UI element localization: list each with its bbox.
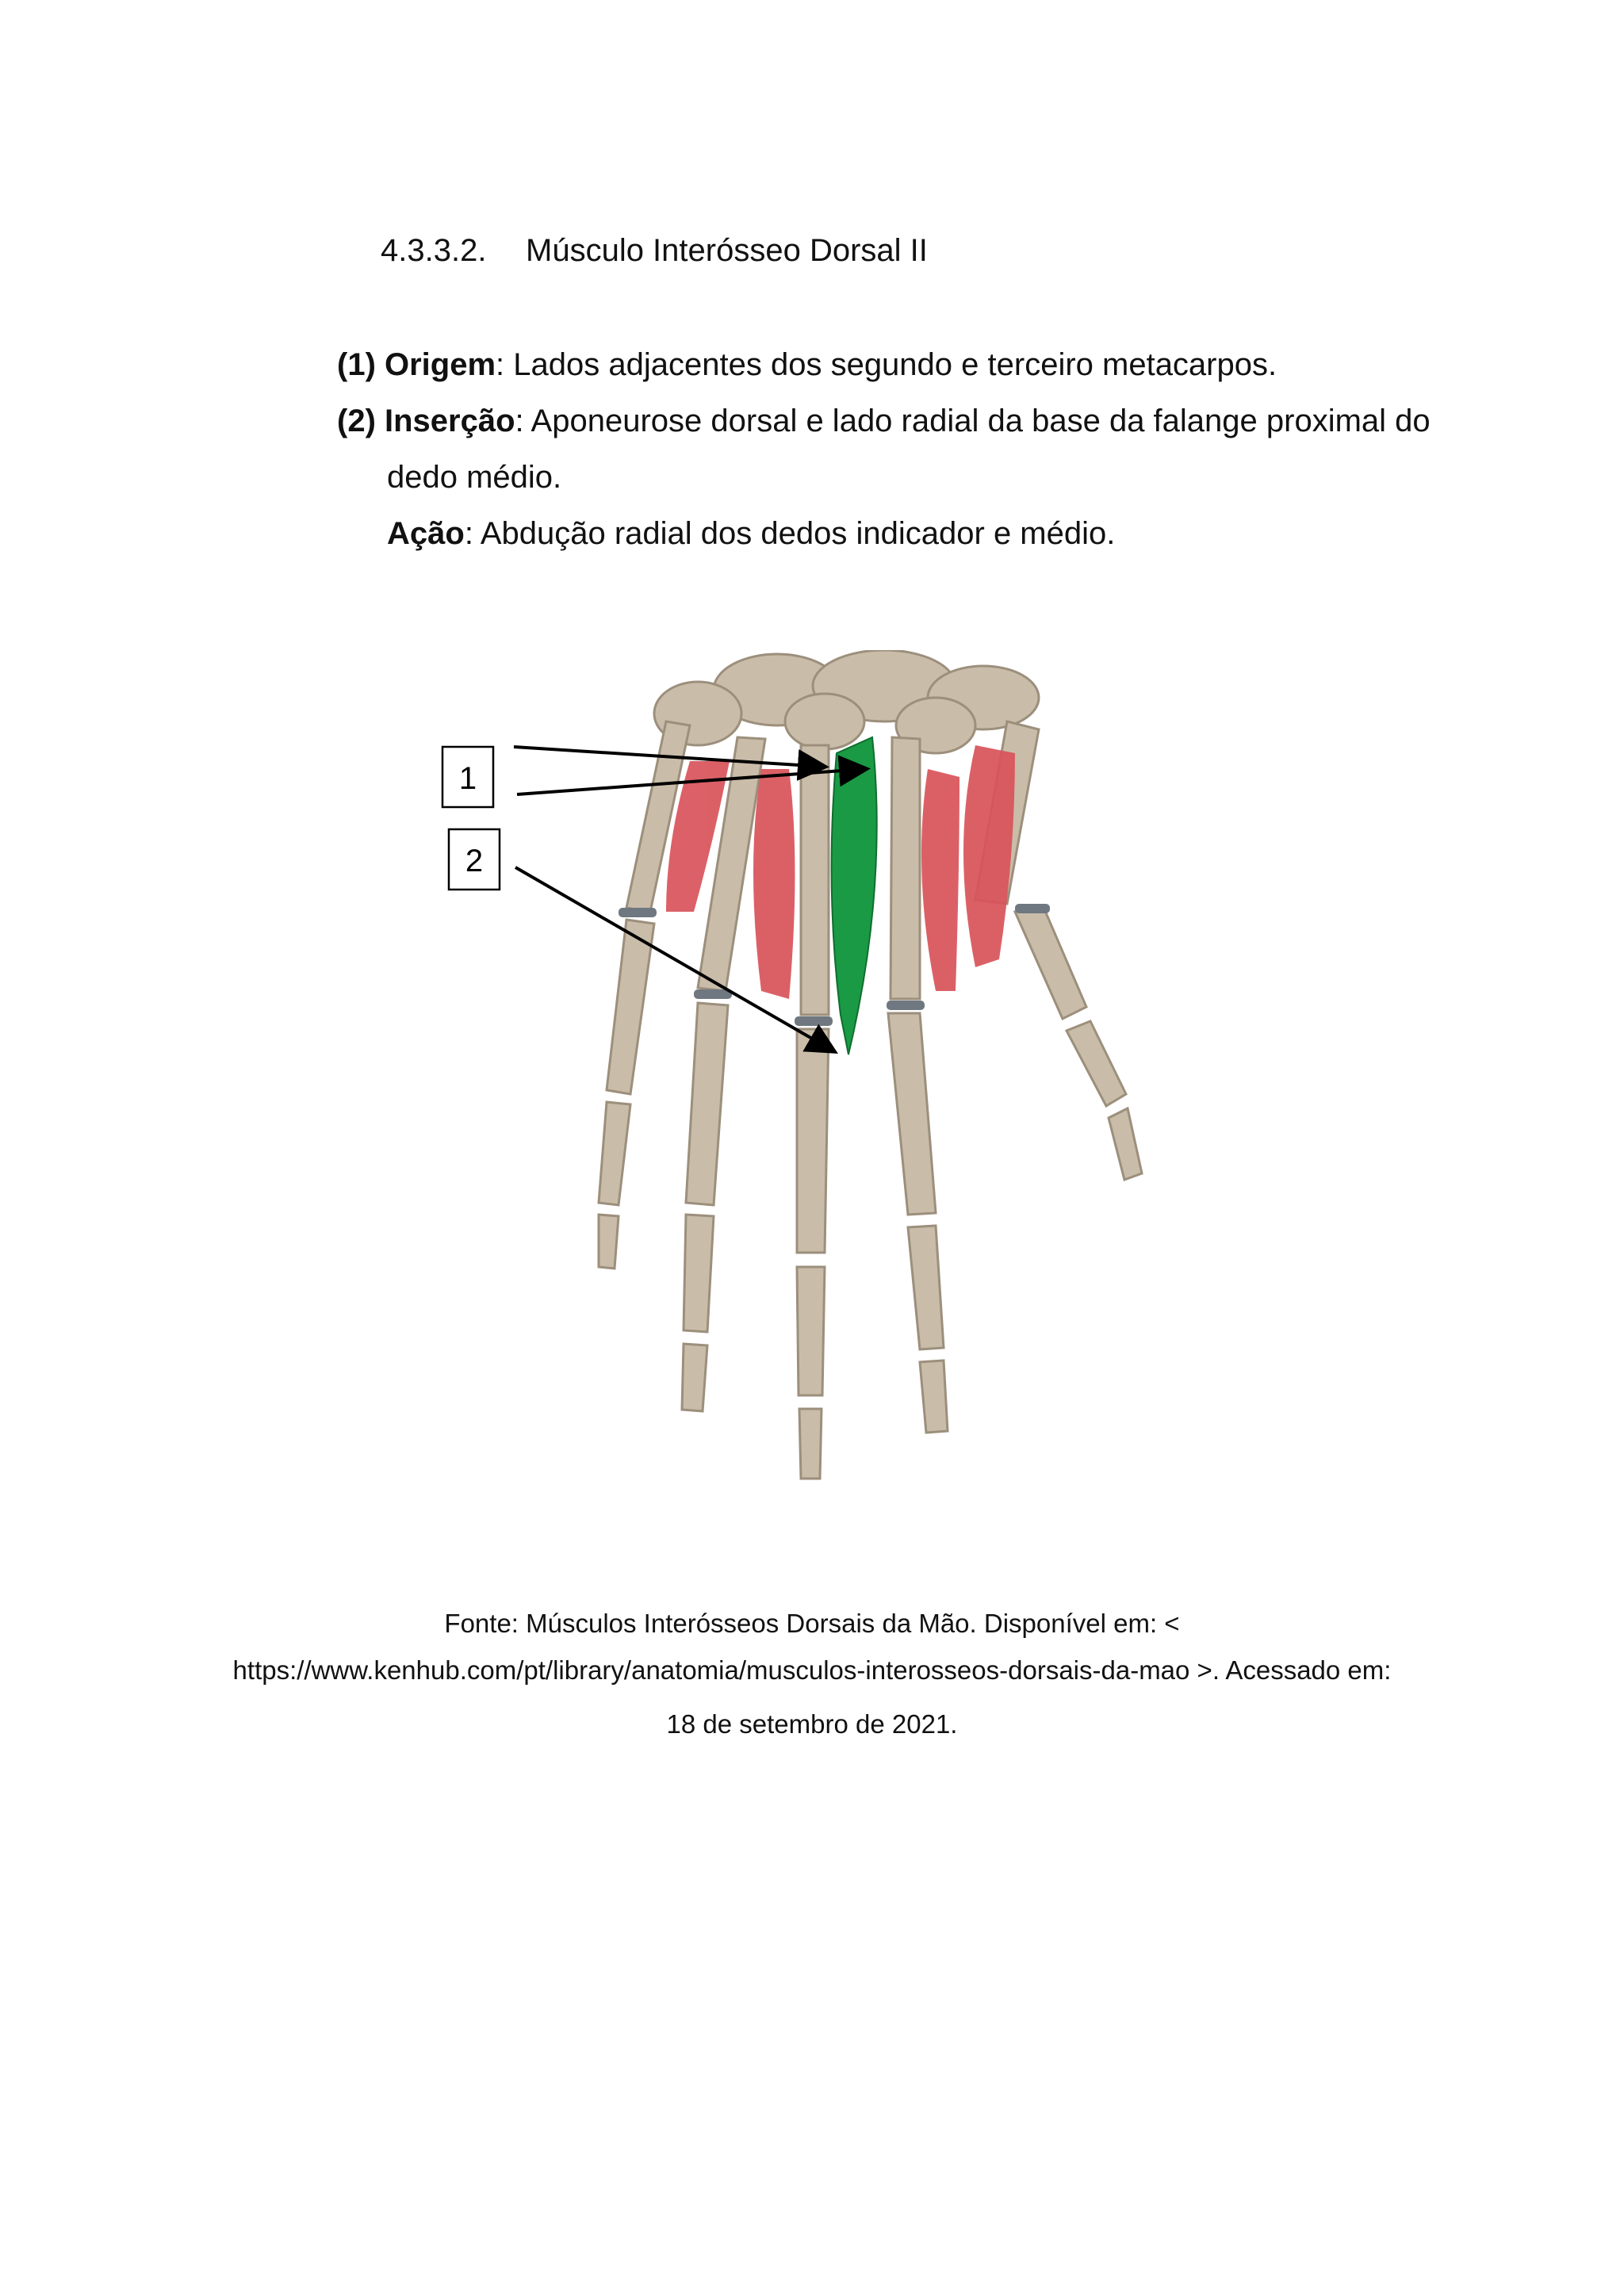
callout-2 (449, 829, 500, 890)
origin-label: (1) Origem (337, 347, 496, 382)
caption-line-1: Fonte: Músculos Interósseos Dorsais da Mão. Disponível em: < (444, 1609, 1180, 1638)
hand-illustration (428, 650, 1285, 1562)
hand-anatomy-figure (428, 650, 1285, 1562)
section-title: Músculo Interósseo Dorsal II (526, 233, 928, 268)
callout-1-label: 1 (458, 761, 477, 796)
insertion-continuation: dedo médio. (387, 460, 562, 495)
caption-line-2: https://www.kenhub.com/pt/library/anatomia/musculos-interosseos-dorsais-da-mao >. Acessado em: (232, 1655, 1392, 1685)
insertion-label: (2) Inserção (337, 404, 515, 438)
insertion-item (337, 399, 1431, 443)
section-heading (381, 228, 928, 273)
action-item (387, 511, 1115, 556)
carpal-bones (654, 650, 1039, 753)
origin-text: : Lados adjacentes dos segundo e terceiro metacarpos. (496, 347, 1277, 382)
caption-line-3: 18 de setembro de 2021. (666, 1709, 958, 1739)
dorsal-interosseous-ii-muscle (832, 737, 877, 1054)
insertion-text: : Aponeurose dorsal e lado radial da base da falange proximal do (515, 404, 1431, 438)
action-text: : Abdução radial dos dedos indicador e médio. (464, 516, 1116, 551)
section-number: 4.3.3.2. (381, 233, 487, 268)
callout-1 (442, 747, 493, 807)
origin-item (337, 342, 1277, 387)
action-label: Ação (387, 516, 465, 551)
callout-2-label: 2 (465, 844, 484, 878)
